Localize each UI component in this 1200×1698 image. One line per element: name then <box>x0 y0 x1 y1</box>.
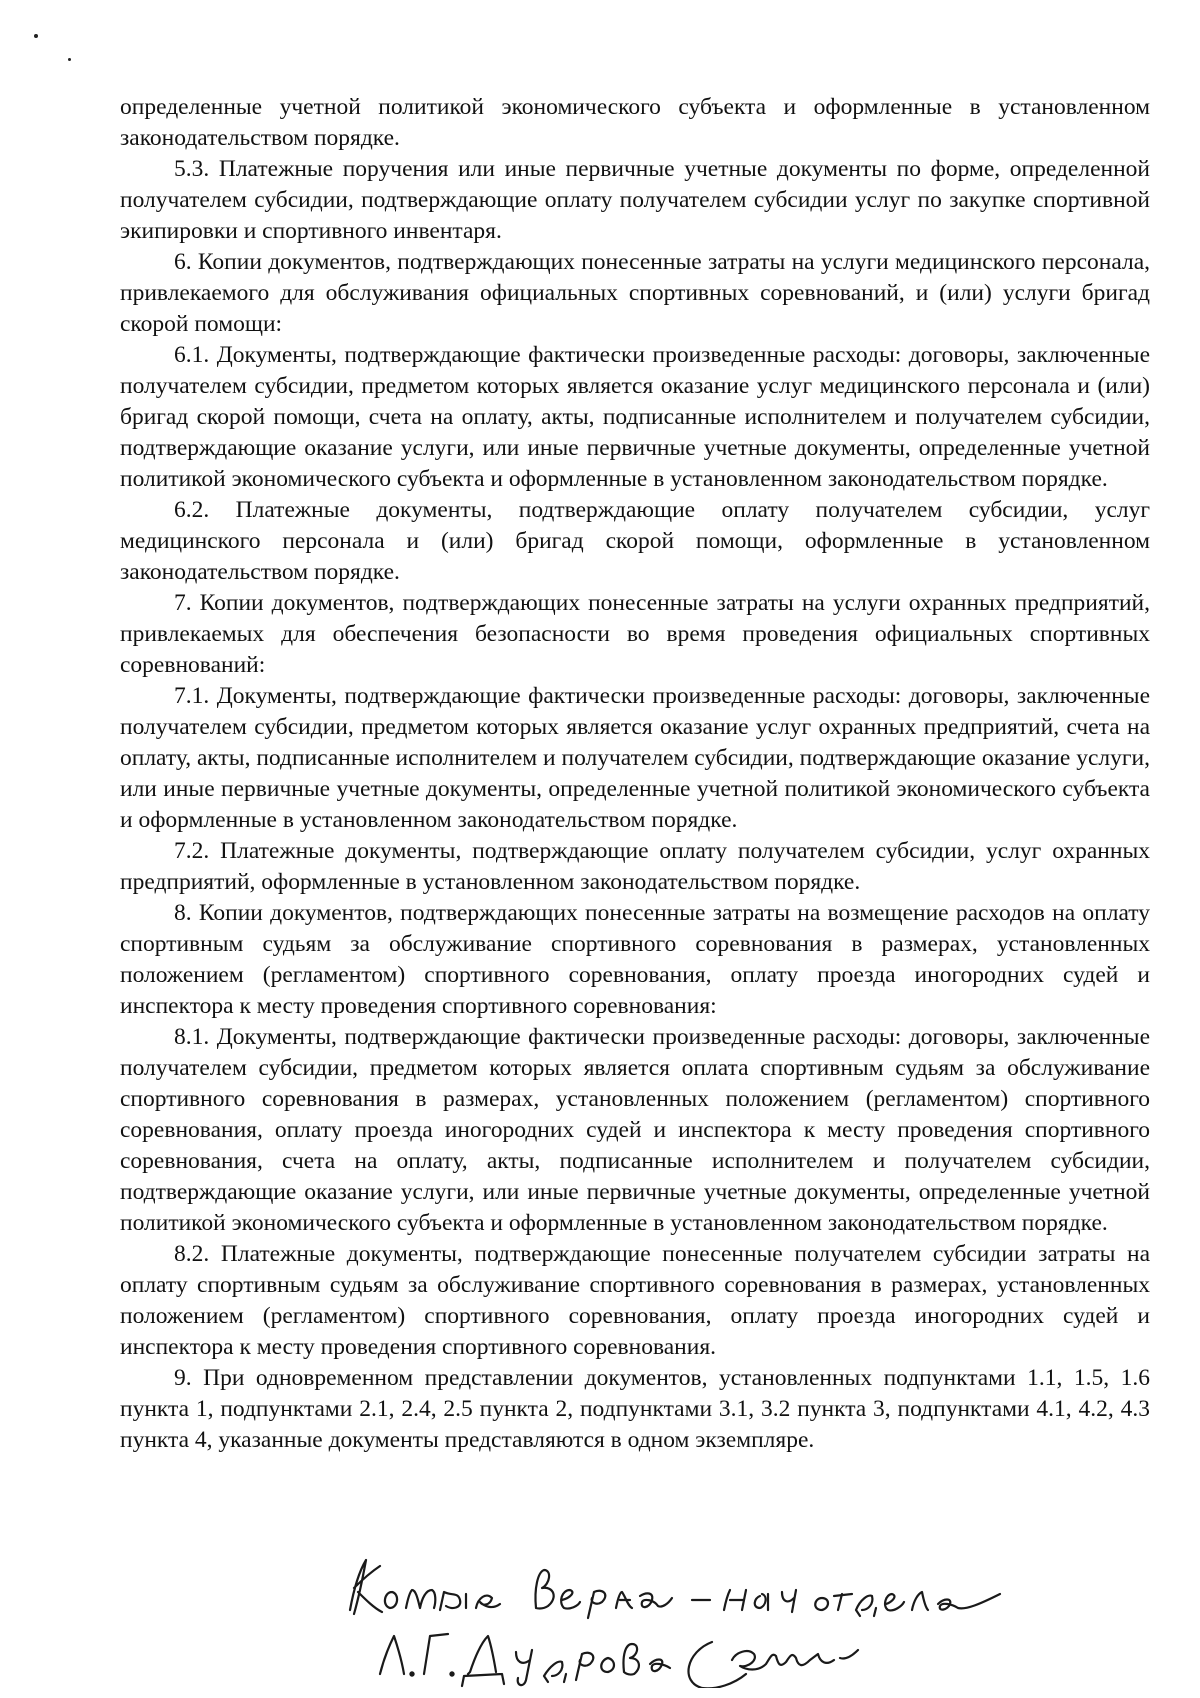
handwritten-signature <box>340 1548 1040 1688</box>
paragraph: 5.3. Платежные поручения или иные первичные учетные документы по форме, определенной получателем субсидии, подтверждающие оплату получателем субсидии услуг по закупке спортивной экипировки и спортивного инвентаря. <box>120 156 1150 244</box>
paragraph: 8. Копии документов, подтверждающих понесенные затраты на возмещение расходов на оплату спортивным судьям за обслуживание спортивного соревнования в размерах, установленных положением (регламентом) спортивного соревнования, оплату проезда иногородних судей и инспектора к месту проведения спортивного соревнования: <box>120 900 1150 1019</box>
paragraph: 8.2. Платежные документы, подтверждающие понесенные получателем субсидии затраты на оплату спортивным судьям за обслуживание спортивного соревнования в размерах, установленных положением (регламентом) спортивного соревнования, оплату проезда иногородних судей и инспектора к месту проведения спортивного соревнования. <box>120 1241 1150 1360</box>
paragraph: 7.2. Платежные документы, подтверждающие оплату получателем субсидии, услуг охранных предприятий, оформленные в установленном законодательством порядке. <box>120 838 1150 895</box>
scan-speck <box>34 34 38 38</box>
paragraph: 9. При одновременном представлении документов, установленных подпунктами 1.1, 1.5, 1.6 пункта 1, подпунктами 2.1, 2.4, 2.5 пункта 2, подпунктами 3.1, 3.2 пункта 3, подпунктами 4.1, 4.2, 4.3 пункта 4, указанные документы представляются в одном экземпляре. <box>120 1365 1150 1453</box>
paragraph: 7. Копии документов, подтверждающих понесенные затраты на услуги охранных предприятий, привлекаемых для обеспечения безопасности во время проведения официальных спортивных соревнований: <box>120 590 1150 678</box>
paragraph: 6. Копии документов, подтверждающих понесенные затраты на услуги медицинского персонала, привлекаемого для обслуживания официальных спортивных соревнований, и (или) услуги бригад скорой помощи: <box>120 249 1150 337</box>
paragraph: определенные учетной политикой экономического субъекта и оформленные в установленном законодательством порядке. <box>120 94 1150 151</box>
paragraph: 8.1. Документы, подтверждающие фактически произведенные расходы: договоры, заключенные получателем субсидии, предметом которых является оплата спортивным судьям за обслуживание спортивного соревнования в размерах, установленных положением (регламентом) спортивного соревнования, оплату проезда иногородних судей и инспектора к месту проведения спортивного соревнования, счета на оплату, акты, подписанные исполнителем и получателем субсидии, подтверждающие оказание услуги, или иные первичные учетные документы, определенные учетной политикой экономического субъекта и оформленные в установленном законодательством порядке. <box>120 1024 1150 1236</box>
paragraph: 7.1. Документы, подтверждающие фактически произведенные расходы: договоры, заключенные получателем субсидии, предметом которых является оказание услуг охранных предприятий, счета на оплату, акты, подписанные исполнителем и получателем субсидии, подтверждающие оказание услуги, или иные первичные учетные документы, определенные учетной политикой экономического субъекта и оформленные в установленном законодательством порядке. <box>120 683 1150 833</box>
scan-speck <box>68 58 71 61</box>
paragraph: 6.1. Документы, подтверждающие фактически произведенные расходы: договоры, заключенные получателем субсидии, предметом которых является оказание услуг медицинского персонала и (или) бригад скорой помощи, счета на оплату, акты, подписанные исполнителем и получателем субсидии, подтверждающие оказание услуги, или иные первичные учетные документы, определенные учетной политикой экономического субъекта и оформленные в установленном законодательством порядке. <box>120 342 1150 492</box>
paragraph: 6.2. Платежные документы, подтверждающие оплату получателем субсидии, услуг медицинского персонала и (или) бригад скорой помощи, оформленные в установленном законодательством порядке. <box>120 497 1150 585</box>
document-body <box>120 92 1150 1456</box>
